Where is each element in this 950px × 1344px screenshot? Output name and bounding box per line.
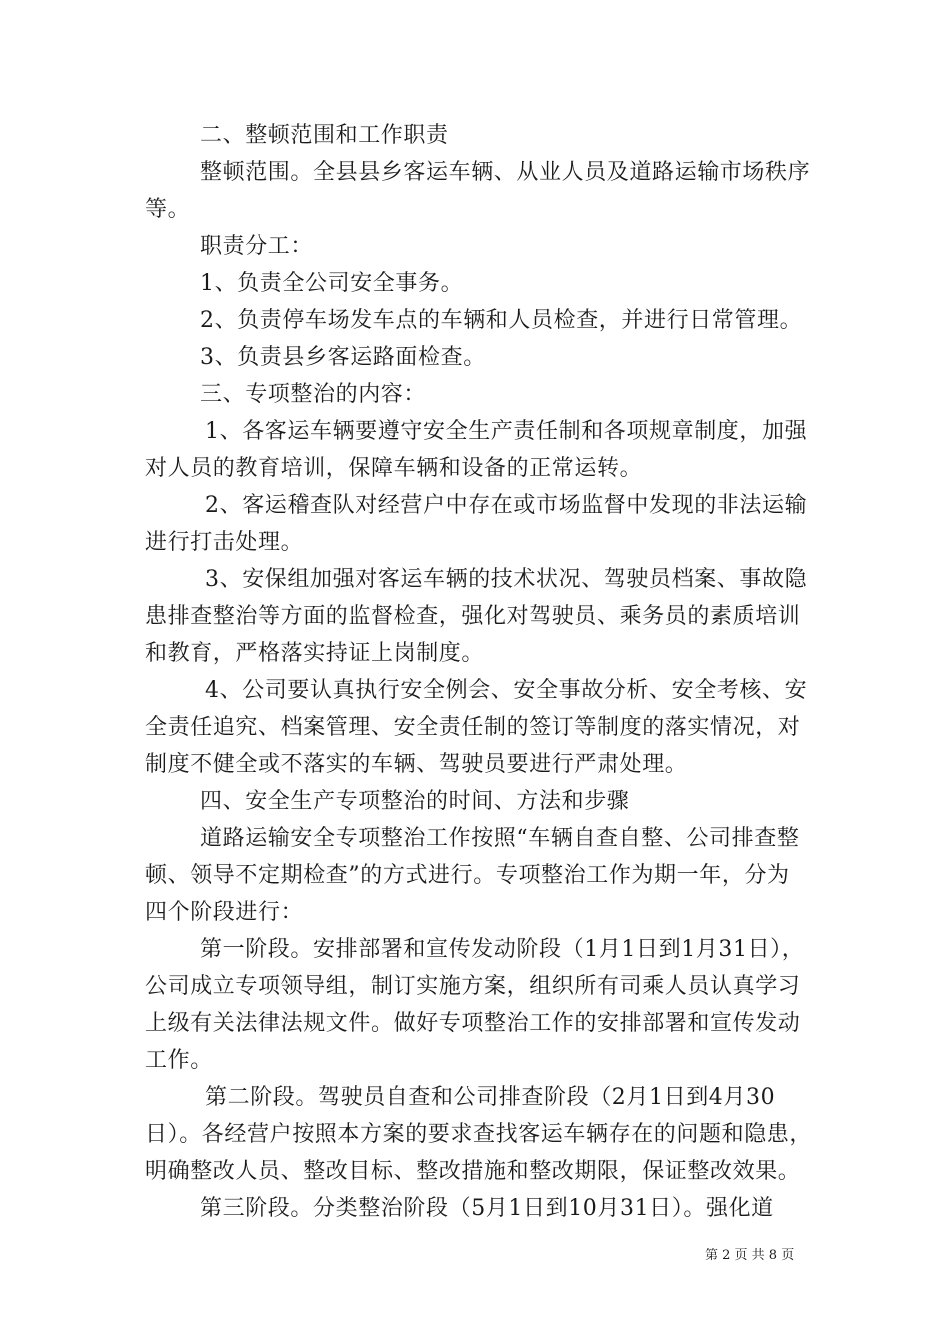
- list-item: 1、各客运车辆要遵守安全生产责任制和各项规章制度，加强: [205, 419, 808, 444]
- paragraph-line: 上级有关法律法规文件。做好专项整治工作的安排部署和宣传发动: [145, 1011, 801, 1036]
- paragraph-line: 第三阶段。分类整治阶段（5月1日到10月31日）。强化道: [200, 1196, 774, 1221]
- section-heading-4: 四、安全生产专项整治的时间、方法和步骤: [200, 789, 630, 814]
- paragraph-line: 工作。: [145, 1048, 213, 1073]
- page-number: 第 2 页 共 8 页: [705, 1248, 795, 1263]
- paragraph-line: 进行打击处理。: [145, 530, 304, 555]
- paragraph-line: 顿、领导不定期检查”的方式进行。专项整治工作为期一年，分为: [145, 863, 790, 888]
- paragraph-line: 制度不健全或不落实的车辆、驾驶员要进行严肃处理。: [145, 752, 688, 777]
- list-item: 3、负责县乡客运路面检查。: [200, 345, 486, 370]
- paragraph-line: 职责分工：: [200, 234, 314, 259]
- paragraph-line: 第二阶段。驾驶员自查和公司排查阶段（2月1日到4月30: [205, 1085, 776, 1110]
- section-heading-2: 二、整顿范围和工作职责: [200, 123, 449, 148]
- paragraph-line: 整顿范围。全县县乡客运车辆、从业人员及道路运输市场秩序: [200, 160, 811, 185]
- paragraph-line: 明确整改人员、整改目标、整改措施和整改期限，保证整改效果。: [145, 1159, 801, 1184]
- section-heading-3: 三、专项整治的内容：: [200, 382, 427, 407]
- list-item: 2、负责停车场发车点的车辆和人员检查，并进行日常管理。: [200, 308, 803, 333]
- paragraph-line: 和教育，严格落实持证上岗制度。: [145, 641, 485, 666]
- paragraph-line: 全责任追究、档案管理、安全责任制的签订等制度的落实情况，对: [145, 715, 801, 740]
- list-item: 3、安保组加强对客运车辆的技术状况、驾驶员档案、事故隐: [205, 567, 808, 592]
- list-item: 4、公司要认真执行安全例会、安全事故分析、安全考核、安: [205, 678, 808, 703]
- paragraph-line: 四个阶段进行：: [145, 900, 304, 925]
- paragraph-line: 日）。各经营户按照本方案的要求查找客运车辆存在的问题和隐患，: [145, 1122, 813, 1147]
- paragraph-line: 对人员的教育培训，保障车辆和设备的正常运转。: [145, 456, 643, 481]
- paragraph-line: 患排查整治等方面的监督检查，强化对驾驶员、乘务员的素质培训: [145, 604, 801, 629]
- paragraph-line: 道路运输安全专项整治工作按照“车辆自查自整、公司排查整: [200, 826, 800, 851]
- paragraph-line: 公司成立专项领导组，制订实施方案，组织所有司乘人员认真学习: [145, 974, 801, 999]
- paragraph-line: 第一阶段。安排部署和宣传发动阶段（1月1日到1月31日），: [200, 937, 805, 962]
- list-item: 2、客运稽查队对经营户中存在或市场监督中发现的非法运输: [205, 493, 808, 518]
- list-item: 1、负责全公司安全事务。: [200, 271, 464, 296]
- paragraph-line: 等。: [145, 197, 191, 222]
